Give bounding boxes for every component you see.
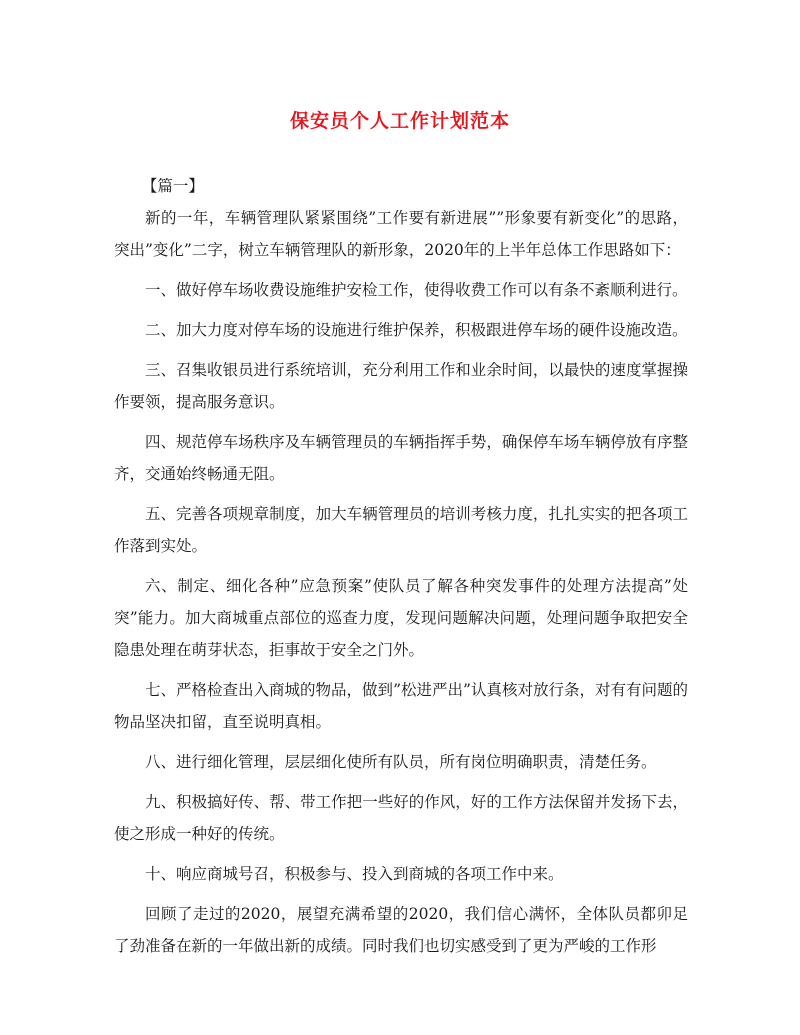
paragraph-item-8: 八、进行细化管理，层层细化使所有队员，所有岗位明确职责，清楚任务。 bbox=[145, 753, 657, 771]
paragraph-item-4: 四、规范停车场秩序及车辆管理员的车辆指挥手势，确保停车场车辆停放有序整齐，交通始终畅通无阻。 bbox=[114, 433, 688, 483]
paragraph-item-9: 九、积极搞好传、帮、带工作把一些好的作风，好的工作方法保留并发扬下去，使之形成一种好的传统。 bbox=[114, 793, 688, 843]
document-body bbox=[114, 170, 688, 970]
paragraph-intro: 新的一年，车辆管理队紧紧围绕”工作要有新进展””形象要有新变化”的思路，突出”变化”二字，树立车辆管理队的新形象，2020年的上半年总体工作思路如下： bbox=[114, 209, 688, 259]
paragraph-item-1: 一、做好停车场收费设施维护安检工作，使得收费工作可以有条不紊顺利进行。 bbox=[145, 281, 688, 299]
paragraph-item-5: 五、完善各项规章制度，加大车辆管理员的培训考核力度，扎扎实实的把各项工作落到实处。 bbox=[114, 505, 688, 555]
paragraph-item-7: 七、严格检查出入商城的物品，做到”松进严出”认真核对放行条，对有有问题的物品坚决扣留，直至说明真相。 bbox=[114, 681, 688, 731]
paragraph-item-10: 十、响应商城号召，积极参与、投入到商城的各项工作中来。 bbox=[145, 865, 564, 883]
paragraph-item-6: 六、制定、细化各种”应急预案”使队员了解各种突发事件的处理方法提高”处突”能力。加大商城重点部位的巡查力度，发现问题解决问题，处理问题争取把安全隐患处理在萌芽状态，拒事故于安全之门外。 bbox=[114, 577, 688, 659]
paragraph-review: 回顾了走过的2020，展望充满希望的2020，我们信心满怀，全体队员都卯足了劲准备在新的一年做出新的成绩。同时我们也切实感受到了更为严峻的工作形 bbox=[114, 905, 688, 955]
paragraph-item-3: 三、召集收银员进行系统培训，充分利用工作和业余时间，以最快的速度掌握操作要领，提高服务意识。 bbox=[114, 361, 688, 411]
paragraph-item-2: 二、加大力度对停车场的设施进行维护保养，积极跟进停车场的硬件设施改造。 bbox=[145, 321, 688, 339]
document-title: 保安员个人工作计划范本 bbox=[289, 110, 510, 132]
section-label: 【篇一】 bbox=[141, 177, 204, 195]
